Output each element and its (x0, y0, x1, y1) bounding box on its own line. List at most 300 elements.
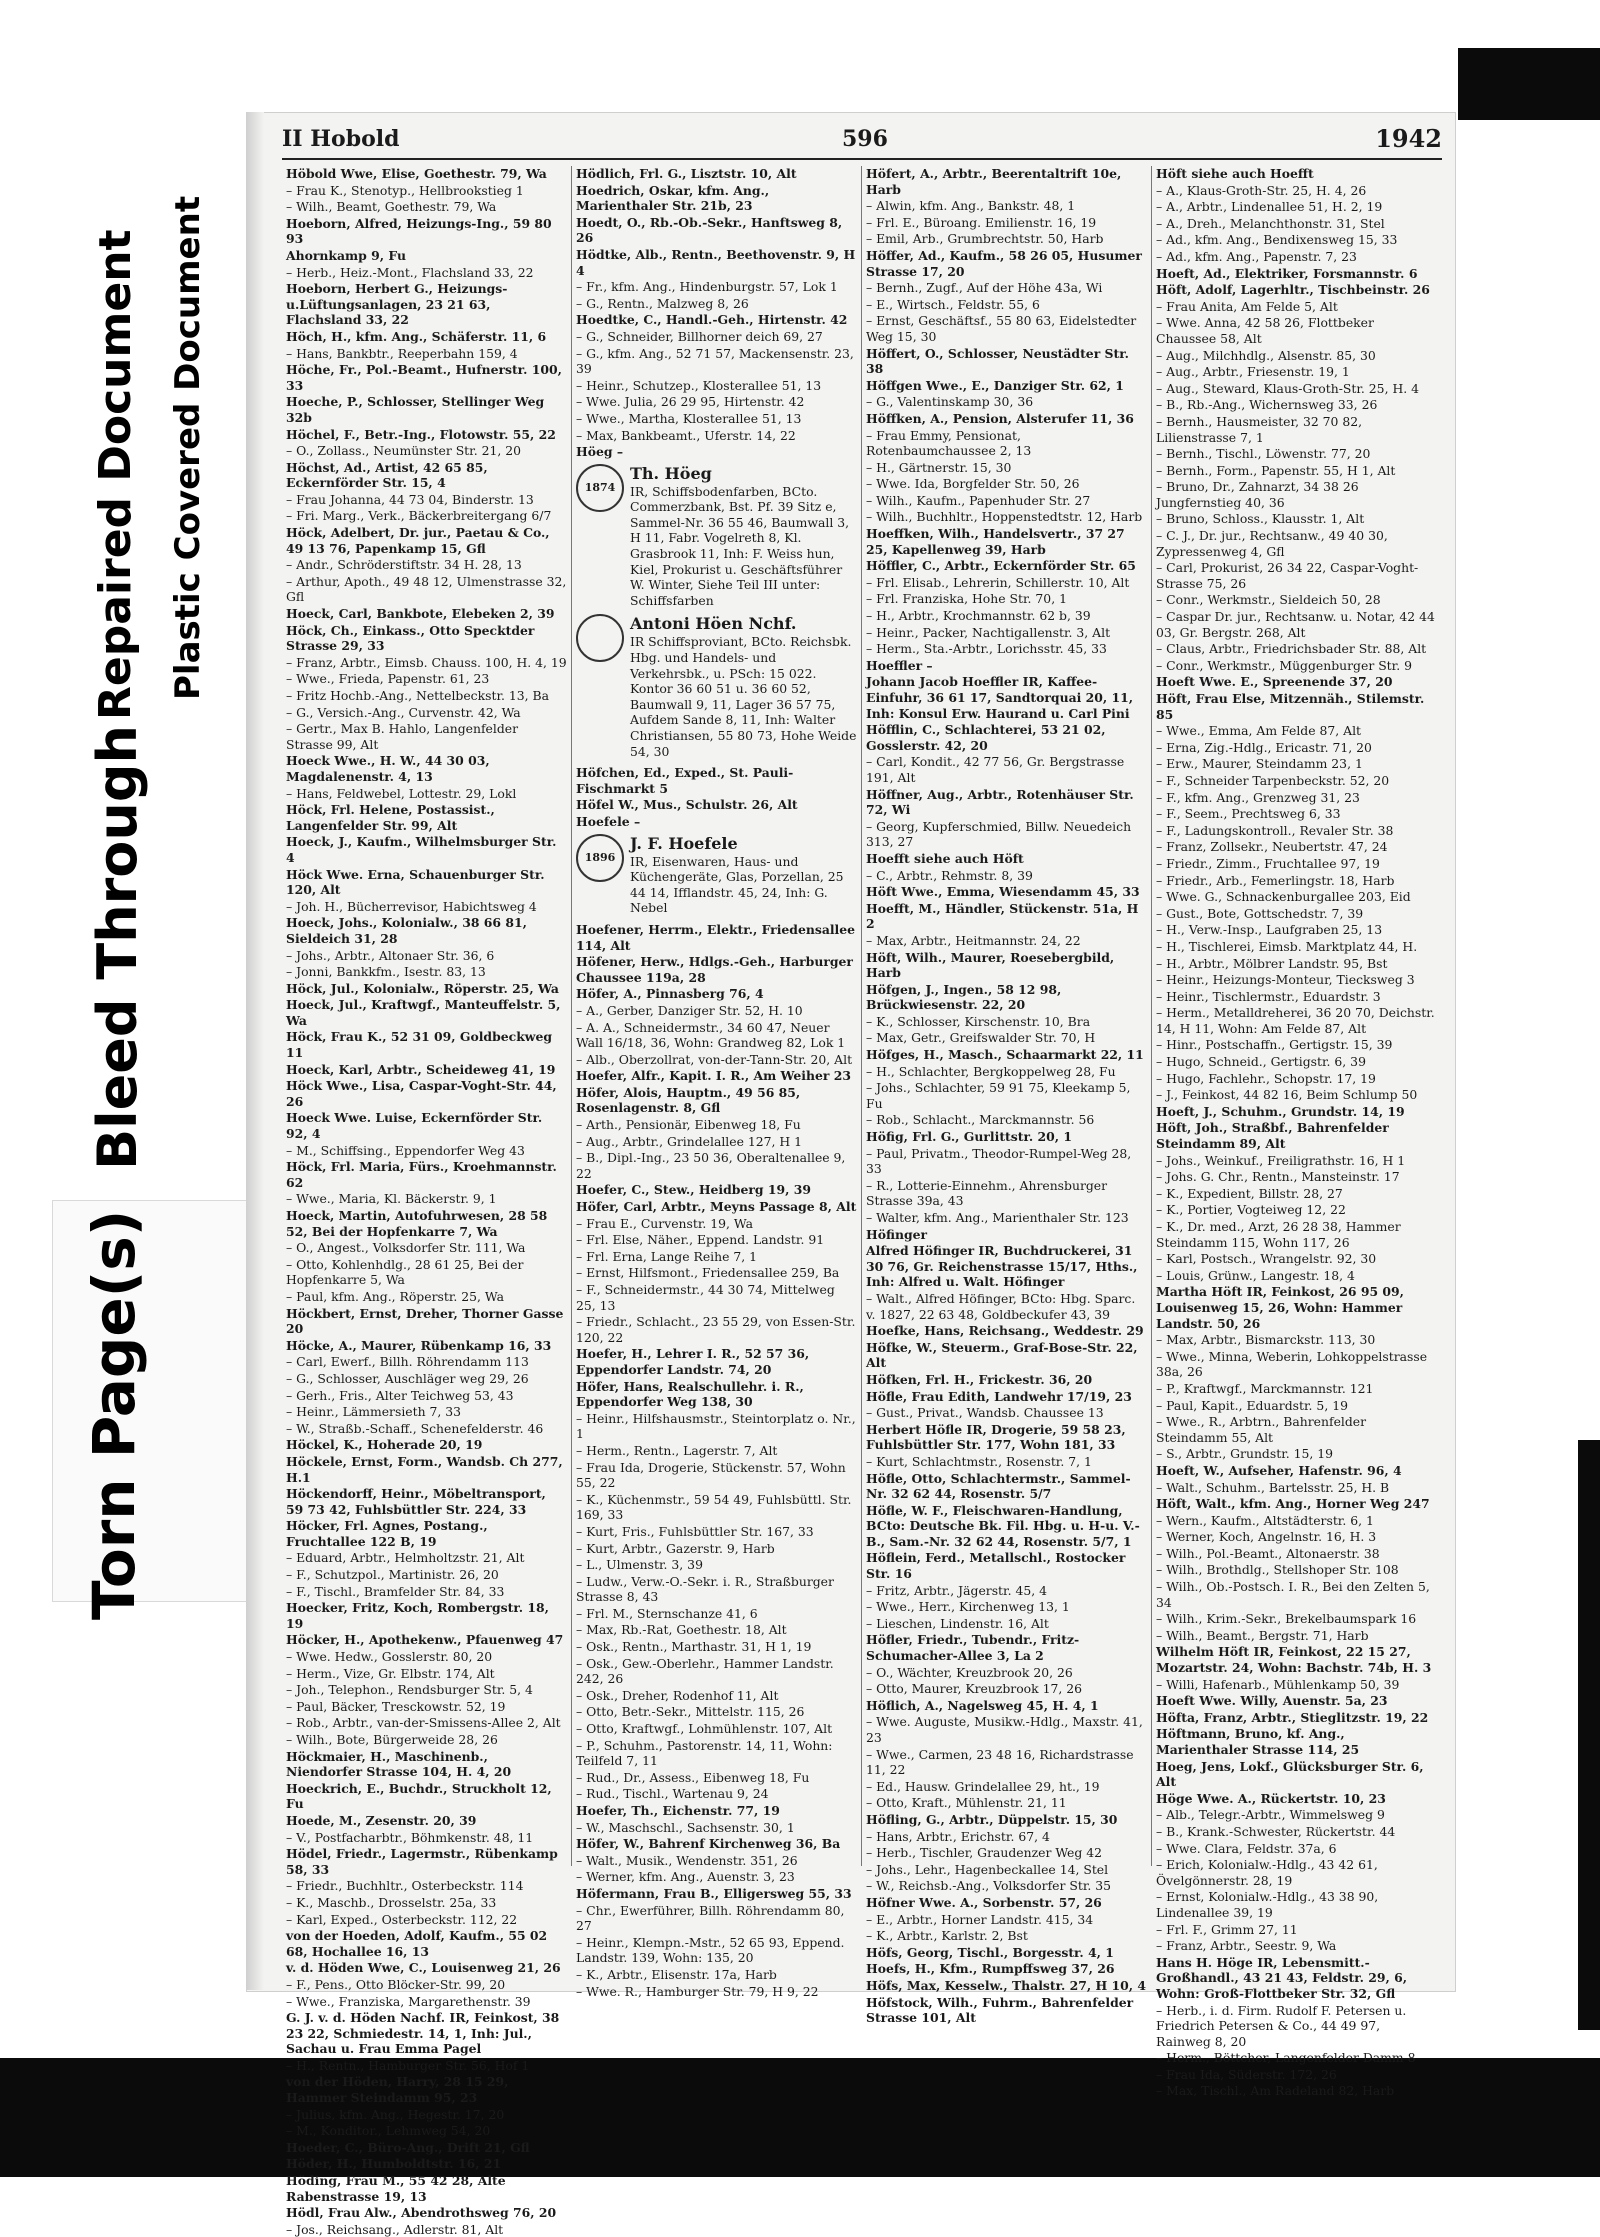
directory-entry: – H., Verw.-Insp., Laufgraben 25, 13 (1156, 922, 1383, 938)
directory-entry: Höffner, Aug., Arbtr., Rotenhäuser Str. 72, Wi (866, 786, 1134, 818)
directory-entry: Hödlich, Frl. G., Lisztstr. 10, Alt (576, 166, 797, 181)
directory-entry: Höfig, Frl. G., Gurlittstr. 20, 1 (866, 1129, 1072, 1145)
directory-entry: Hoeffken, Wilh., Handelsvertr., 37 27 25, Kapellenweg 39, Harb (866, 526, 1125, 557)
directory-entry: Hoedt, O., Rb.-Ob.-Sekr., Hanftsweg 8, 26 (576, 214, 843, 246)
directory-entry: – Frau Ida, Süderstr. 172, 26 (1156, 2066, 1337, 2082)
directory-entry: – Max, Rb.-Rat, Goethestr. 18, Alt (576, 1622, 787, 1638)
directory-entry: Höck, Adelbert, Dr. jur., Paetau & Co., 49 13 76, Papenkamp 15, Gfl (286, 525, 550, 556)
directory-entry: – Carl, Prokurist, 26 34 22, Caspar-Voght-Strasse 75, 26 (1156, 560, 1419, 591)
directory-entry: – L., Ulmenstr. 3, 39 (576, 1557, 703, 1573)
directory-entry: Höfling, G., Arbtr., Düppelstr. 15, 30 (866, 1811, 1118, 1827)
firm-listing (576, 834, 857, 916)
directory-entry: – Johs. G. Chr., Rentn., Mansteinstr. 17 (1156, 1169, 1400, 1185)
directory-entry: – Ernst, Kolonialw.-Hdlg., 43 38 90, Lindenallee 39, 19 (1156, 1889, 1379, 1920)
directory-entry: Hoefer, H., Lehrer I. R., 52 57 36, Eppendorfer Landstr. 74, 20 (576, 1346, 810, 1377)
directory-entry: – Herm., Böttcher, Langenfelder Damm 8 (1156, 2050, 1416, 2066)
directory-entry: – B., Dipl.-Ing., 23 50 36, Oberaltenallee 9, 22 (576, 1150, 846, 1181)
directory-entry: Höfer, A., Pinnasberg 76, 4 (576, 986, 764, 1002)
directory-entry: Hoefener, Herrm., Elektr., Friedensallee 114, Alt (576, 921, 856, 953)
directory-entry: – W., Maschschl., Sachsenstr. 30, 1 (576, 1819, 795, 1835)
directory-entry: – Gust., Privat., Wandsb. Chaussee 13 (866, 1405, 1104, 1421)
directory-entry: – Johs., Schlachter, 59 91 75, Kleekamp 5, Fu (866, 1080, 1131, 1111)
directory-entry: – Franz, Arbtr., Seestr. 9, Wa (1156, 1938, 1337, 1954)
directory-entry: – O., Angest., Volksdorfer Str. 111, Wa (286, 1240, 526, 1256)
directory-entry: – K., Arbtr., Elisenstr. 17a, Harb (576, 1966, 777, 1982)
directory-entry: – Hugo, Schneid., Gertigstr. 6, 39 (1156, 1054, 1366, 1070)
directory-entry: – H., Schlachter, Bergkoppelweg 28, Fu (866, 1063, 1116, 1079)
directory-entry: – Wwe., R., Arbtrn., Bahrenfelder Steindamm 55, Alt (1156, 1414, 1367, 1445)
directory-entry: – Werner, Koch, Angelnstr. 16, H. 3 (1156, 1529, 1377, 1545)
directory-entry: – Ed., Hausw. Grindelallee 29, ht., 19 (866, 1778, 1100, 1794)
directory-entry: – Wern., Kaufm., Altstädterstr. 6, 1 (1156, 1512, 1374, 1528)
directory-entry: Höckel, K., Hoherade 20, 19 (286, 1437, 483, 1453)
directory-entry: – Wilh., Ob.-Postsch. I. R., Bei den Zelten 5, 34 (1156, 1579, 1430, 1610)
directory-entry: – Rob., Schlacht., Marckmannstr. 56 (866, 1112, 1095, 1128)
directory-entry: – Wilh., Krim.-Sekr., Brekelbaumspark 16 (1156, 1611, 1417, 1627)
directory-entry: – Osk., Rentn., Marthastr. 31, H 1, 19 (576, 1639, 812, 1655)
directory-entry: Höfges, H., Masch., Schaarmarkt 22, 11 (866, 1047, 1144, 1063)
directory-entry: – Joh. H., Bücherrevisor, Habichtsweg 4 (286, 898, 537, 914)
directory-entry: – S., Arbtr., Grundstr. 15, 19 (1156, 1446, 1334, 1462)
directory-entry: – Rob., Arbtr., van-der-Smissens-Allee 2, Alt (286, 1715, 561, 1731)
directory-entry: Höffgen Wwe., E., Danziger Str. 62, 1 (866, 377, 1124, 393)
directory-entry: Höfstock, Wilh., Fuhrm., Bahrenfelder Strasse 101, Alt (866, 1994, 1134, 2026)
directory-entry: – K., Küchenmstr., 59 54 49, Fuhlsbüttl. Str. 169, 33 (576, 1491, 852, 1523)
directory-entry: – Erna, Zig.-Hdlg., Ericastr. 71, 20 (1156, 739, 1372, 755)
directory-entry: – Paul, Bäcker, Tresckowstr. 52, 19 (286, 1698, 506, 1714)
directory-entry: – Max, Tischl., Am Radeland 82, Harb (1156, 2083, 1395, 2099)
column-3 (862, 166, 1152, 2026)
directory-entry: – F., kfm. Ang., Grenzweg 31, 23 (1156, 789, 1360, 805)
directory-entry: – Wwe. Auguste, Musikw.-Hdlg., Maxstr. 41, 23 (866, 1714, 1143, 1745)
directory-entry: – Heinr., Lämmersieth 7, 33 (286, 1404, 462, 1420)
directory-entry: – Heinr., Heizungs-Monteur, Tiecksweg 3 (1156, 972, 1415, 988)
directory-entry: – Friedr., Buchhltr., Osterbeckstr. 114 (286, 1878, 524, 1894)
directory-entry: Hoeder, C., Büro-Ang., Drift 21, Gfl (286, 2139, 530, 2155)
directory-entry: – Wwe., Frieda, Papenstr. 61, 23 (286, 671, 490, 687)
directory-entry: – A., Dreh., Melanchthonstr. 31, Stel (1156, 215, 1385, 231)
directory-entry: – Bernh., Tischl., Löwenstr. 77, 20 (1156, 446, 1371, 462)
directory-entry: Hoefer, Alfr., Kapit. I. R., Am Weiher 23 (576, 1068, 851, 1084)
directory-entry: – A., Arbtr., Lindenallee 51, H. 2, 19 (1156, 199, 1383, 215)
directory-entry: – Wwe. R., Hamburger Str. 79, H 9, 22 (576, 1983, 819, 1999)
directory-entry: – Chr., Ewerführer, Billh. Röhrendamm 80, 27 (576, 1902, 845, 1934)
directory-entry: – Wwe., Maria, Kl. Bäckerstr. 9, 1 (286, 1191, 497, 1207)
directory-entry: – Bernh., Hausmeister, 32 70 82, Lilienstrasse 7, 1 (1156, 413, 1363, 445)
directory-entry: – G., kfm. Ang., 52 71 57, Mackensenstr. 23, 39 (576, 345, 854, 377)
directory-entry: Höft, Wilh., Maurer, Roesebergbild, Harb (866, 949, 1115, 981)
directory-entry: – J., Feinkost, 44 82 16, Beim Schlump 50 (1156, 1087, 1418, 1103)
directory-entry: – Max, Arbtr., Heitmannstr. 24, 22 (866, 932, 1081, 948)
directory-entry: – F., Schutzpol., Martinistr. 26, 20 (286, 1567, 499, 1583)
directory-entry: – Carl, Kondit., 42 77 56, Gr. Bergstrasse 191, Alt (866, 754, 1125, 785)
directory-entry: – Heinr., Schutzep., Klosterallee 51, 13 (576, 377, 822, 393)
directory-entry: – Alwin, kfm. Ang., Bankstr. 48, 1 (866, 198, 1076, 214)
directory-entry: Hoedrich, Oskar, kfm. Ang., Marienthaler Str. 21b, 23 (576, 182, 770, 214)
directory-entry: Höck, Frl. Helene, Postassist., Langenfelder Str. 99, Alt (286, 802, 495, 833)
directory-entry: – F., Tischl., Bramfelder Str. 84, 33 (286, 1583, 505, 1599)
directory-entry: – Herm., Vize, Gr. Elbstr. 174, Alt (286, 1665, 495, 1681)
directory-entry: Höfer, Hans, Realschullehr. i. R., Eppendorfer Weg 138, 30 (576, 1378, 804, 1410)
directory-entry: – B., Rb.-Ang., Wichernsweg 33, 26 (1156, 397, 1378, 413)
directory-entry: – Kurt, Schlachtmstr., Rosenstr. 7, 1 (866, 1453, 1092, 1469)
directory-entry: Höftmann, Bruno, kf. Ang., Marienthaler Strasse 114, 25 (1156, 1726, 1360, 1757)
directory-entry: – Wwe. G., Schnackenburgallee 203, Eid (1156, 889, 1411, 905)
directory-entry: – Paul, Kapit., Eduardstr. 5, 19 (1156, 1397, 1348, 1413)
directory-entry: – Rud., Dr., Assess., Eibenweg 18, Fu (576, 1769, 810, 1785)
directory-entry: – A. A., Schneidermstr., 34 60 47, Neuer Wall 16/18, 36, Wohn: Grandweg 82, Lok 1 (576, 1019, 846, 1051)
column-4 (1152, 166, 1442, 2099)
directory-entry: Höfner Wwe. A., Sorbenstr. 57, 26 (866, 1894, 1102, 1910)
directory-entry: Hoeffler – (866, 657, 933, 673)
directory-entry: – Bruno, Schloss., Klausstr. 1, Alt (1156, 511, 1365, 527)
directory-entry: Höcke, A., Maurer, Rübenkamp 16, 33 (286, 1337, 552, 1353)
directory-entry: – Bruno, Dr., Zahnarzt, 34 38 26 Jungfernstieg 40, 36 (1156, 479, 1359, 510)
directory-entry: – F., Schneider Tarpenbeckstr. 52, 20 (1156, 772, 1390, 788)
directory-entry: Höder, H., Humboldtstr. 16, 21 (286, 2156, 502, 2172)
directory-entry: Hoeborn, Herbert G., Heizungs-u.Lüftungsanlagen, 23 21 63, Flachsland 33, 22 (286, 281, 508, 328)
directory-entry: – H., Arbtr., Krochmannstr. 62 b, 39 (866, 608, 1091, 624)
directory-entry: Höfta, Franz, Arbtr., Stieglitzstr. 19, 22 (1156, 1709, 1429, 1725)
directory-entry: Hödtke, Alb., Rentn., Beethovenstr. 9, H 4 (576, 246, 856, 278)
directory-entry: – Otto, Kraft., Mühlenstr. 21, 11 (866, 1795, 1067, 1811)
directory-entry: Hoecker, Fritz, Koch, Rombergstr. 18, 19 (286, 1600, 549, 1631)
directory-entry: – Ernst, Hilfsmont., Friedensallee 259, Ba (576, 1265, 840, 1281)
directory-entry: – K., Schlosser, Kirschenstr. 10, Bra (866, 1013, 1091, 1029)
directory-entry: – Karl, Postsch., Wrangelstr. 92, 30 (1156, 1251, 1377, 1267)
directory-entry: – Herb., Heiz.-Mont., Flachsland 33, 22 (286, 264, 534, 280)
firm-seal-icon: 1896 (576, 834, 624, 882)
directory-entry: Hoeck, Carl, Bankbote, Elebeken 2, 39 (286, 606, 555, 622)
directory-entry: – Max, Arbtr., Bismarckstr. 113, 30 (1156, 1332, 1376, 1348)
directory-entry: – Frau Anita, Am Felde 5, Alt (1156, 298, 1338, 314)
directory-entry: Höck, Ch., Einkass., Otto Specktder Strasse 29, 33 (286, 622, 535, 654)
directory-entry: Hoefft, M., Händler, Stückenstr. 51a, H 2 (866, 900, 1139, 932)
directory-entry: – Wwe. Clara, Feldstr. 37a, 6 (1156, 1840, 1337, 1856)
directory-entry: Höeg – (576, 444, 624, 460)
directory-entry: – Ad., kfm. Ang., Bendixensweg 15, 33 (1156, 232, 1398, 248)
directory-entry: – Osk., Dreher, Rodenhof 11, Alt (576, 1687, 779, 1703)
directory-entry: – Frl. Elisab., Lehrerin, Schillerstr. 10, Alt (866, 574, 1130, 590)
label-plastic-covered-document: Plastic Covered Document (168, 195, 208, 700)
directory-entry: – F., Ladungskontroll., Revaler Str. 38 (1156, 822, 1394, 838)
directory-entry: Höckbert, Ernst, Dreher, Thorner Gasse 20 (286, 1305, 564, 1337)
directory-entry: – F., Seem., Prechtsweg 6, 33 (1156, 806, 1341, 822)
firm-listing (576, 464, 857, 609)
firm-seal-icon (576, 614, 624, 662)
directory-entry: Höfermann, Frau B., Elligersweg 55, 33 (576, 1885, 852, 1901)
directory-entry: – Georg, Kupferschmied, Billw. Neuedeich 313, 27 (866, 818, 1132, 850)
directory-entry: – Alb., Telegr.-Arbtr., Wimmelsweg 9 (1156, 1807, 1385, 1823)
directory-entry: – Gerh., Fris., Alter Teichweg 53, 43 (286, 1387, 514, 1403)
directory-entry: Hoefke, Hans, Reichsang., Weddestr. 29 (866, 1323, 1144, 1339)
directory-entry: – Heinr., Tischlermstr., Eduardstr. 3 (1156, 988, 1381, 1004)
firm-name: Th. Höeg (630, 463, 712, 483)
directory-entry: – Wwe. Hedw., Gosslerstr. 80, 20 (286, 1649, 493, 1665)
directory-entry: – R., Lotterie-Einnehm., Ahrensburger Strasse 39a, 43 (866, 1177, 1108, 1209)
directory-entry: – Otto, Kraftwgf., Lohmühlenstr. 107, Alt (576, 1721, 833, 1737)
directory-entry: Höffert, O., Schlosser, Neustädter Str. 38 (866, 345, 1129, 377)
directory-entry: – Wilh., Beamt, Goethestr. 79, Wa (286, 199, 497, 215)
directory-entry: – Louis, Grünw., Langestr. 18, 4 (1156, 1267, 1355, 1283)
directory-entry: – H., Arbtr., Mölbrer Landstr. 95, Bst (1156, 955, 1388, 971)
directory-entry: – Wwe., Franziska, Margarethenstr. 39 (286, 1993, 531, 2009)
label-bleed-through: Bleed Through (86, 725, 149, 1170)
directory-entry: Höfer, Alois, Hauptm., 49 56 85, Rosenlagenstr. 8, Gfl (576, 1084, 801, 1116)
directory-entry: Hoefer, Th., Eichenstr. 77, 19 (576, 1803, 780, 1818)
directory-entry: – Wwe., Carmen, 23 48 16, Richardstrasse 11, 22 (866, 1746, 1134, 1778)
directory-entry: – Wwe. Julia, 26 29 95, Hirtenstr. 42 (576, 394, 805, 410)
directory-entry: – Herb., i. d. Firm. Rudolf F. Petersen u. Friedrich Petersen & Co., 44 49 97, Rainweg 8, 20 (1156, 2002, 1407, 2049)
directory-entry: Johann Jacob Hoeffler IR, Kaffee-Einfuhr, 36 61 17, Sandtorquai 20, 11, Inh: Konsul Erw. Haurand u. Carl Pini (866, 674, 1134, 721)
directory-entry: – Frl. Franziska, Hohe Str. 70, 1 (866, 591, 1067, 607)
label-torn-pages: Torn Page(s) (80, 1209, 148, 1620)
directory-entry: – Aug., Arbtr., Grindelallee 127, H 1 (576, 1133, 803, 1149)
directory-entry: – Wwe., Emma, Am Felde 87, Alt (1156, 723, 1362, 739)
directory-entry: – C., Arbtr., Rehmstr. 8, 39 (866, 867, 1033, 883)
directory-entry: – Frl. Else, Näher., Eppend. Landstr. 91 (576, 1232, 825, 1248)
directory-entry: Höfken, Frl. H., Frickestr. 36, 20 (866, 1371, 1093, 1387)
directory-entry: – Frau Ida, Drogerie, Stückenstr. 57, Wohn 55, 22 (576, 1459, 846, 1491)
directory-entry: – Frau Johanna, 44 73 04, Binderstr. 13 (286, 491, 534, 507)
directory-entry: – Hugo, Fachlehr., Schopstr. 17, 19 (1156, 1070, 1376, 1086)
directory-entry: Höckendorff, Heinr., Möbeltransport, 59 73 42, Fuhlsbüttler Str. 224, 33 (286, 1486, 546, 1517)
directory-entry: – Wilh., Kaufm., Papenhuder Str. 27 (866, 492, 1091, 508)
directory-entry: – Frl. Erna, Lange Reihe 7, 1 (576, 1248, 758, 1264)
directory-entry: G. J. v. d. Höden Nachf. IR, Feinkost, 38 23 22, Schmiedestr. 14, 1, Inh: Jul., Sachau u. Frau Emma Pagel (286, 2010, 560, 2057)
directory-entry: Hoeg, Jens, Lokf., Glücksburger Str. 6, Alt (1156, 1758, 1424, 1790)
firm-seal-icon: 1874 (576, 464, 624, 512)
directory-entry: – Fr., kfm. Ang., Hindenburgstr. 57, Lok 1 (576, 279, 838, 295)
directory-entry: – Heinr., Klempn.-Mstr., 52 65 93, Eppend. Landstr. 139, Wohn: 135, 20 (576, 1934, 845, 1966)
directory-entry: – Wwe., Herr., Kirchenweg 13, 1 (866, 1599, 1070, 1615)
directory-entry: – M., Schiffsing., Eppendorfer Weg 43 (286, 1142, 525, 1158)
directory-entry: Hans H. Höge IR, Lebensmitt.-Großhandl., 43 21 43, Feldstr. 29, 6, Wohn: Groß-Flottbeker Str. 32, Gfl (1156, 1954, 1408, 2001)
directory-entry: – Johs., Weinkuf., Freiligrathstr. 16, H 1 (1156, 1152, 1406, 1168)
directory-entry: – Arthur, Apoth., 49 48 12, Ulmenstrasse 32, Gfl (286, 573, 567, 605)
directory-entry: – E., Wirtsch., Feldstr. 55, 6 (866, 296, 1040, 312)
directory-entry: – G., Schneider, Billhorner deich 69, 27 (576, 328, 823, 344)
directory-entry: – A., Klaus-Groth-Str. 25, H. 4, 26 (1156, 182, 1367, 198)
directory-entry: Hoede, M., Zesenstr. 20, 39 (286, 1812, 477, 1828)
firm-details: IR, Schiffsbodenfarben, BCto. Commerzbank, Bst. Pf. 39 Sitz e, Sammel-Nr. 36 55 46, Baumwall 3, H 11, Fabr. Vogelreth 8, Kl. Grasbrook 11, Inh: F. Weiss hun, Kiel, Prokurist u. Geschäftsführer W. Winter, Siehe Teil III unter: Schiffsfarben (630, 483, 850, 608)
directory-entry: – Caspar Dr. jur., Rechtsanw. u. Notar, 42 44 03, Gr. Bergstr. 268, Alt (1156, 609, 1435, 640)
directory-entry: – Frau Emmy, Pensionat, Rotenbaumchaussee 2, 13 (866, 427, 1032, 459)
directory-entry: Hoeft, W., Aufseher, Hafenstr. 96, 4 (1156, 1462, 1402, 1478)
directory-entry: – Johs., Arbtr., Altonaer Str. 36, 6 (286, 947, 495, 963)
directory-entry: – Karl, Exped., Osterbeckstr. 112, 22 (286, 1911, 518, 1927)
directory-entry: Höfle, W. F., Fleischwaren-Handlung, BCto: Deutsche Bk. Fil. Hbg. u. H-u. V.-B., Sam.-Nr. 32 62 44, Rosenstr. 5/7, 1 (866, 1502, 1140, 1549)
directory-entry: – Aug., Arbtr., Friesenstr. 19, 1 (1156, 364, 1350, 380)
directory-entry: Hoeck, Martin, Autofuhrwesen, 28 58 52, Bei der Hopfenkarre 7, Wa (286, 1208, 548, 1239)
directory-entry: Hoeck, Johs., Kolonialw., 38 66 81, Sieldeich 31, 28 (286, 915, 527, 946)
directory-entry: – Ernst, Geschäftsf., 55 80 63, Eidelstedter Weg 15, 30 (866, 313, 1137, 344)
directory-entry: Höft Wwe., Emma, Wiesendamm 45, 33 (866, 884, 1140, 900)
directory-entry: – Wilh., Buchhltr., Hoppenstedtstr. 12, Harb (866, 509, 1143, 525)
directory-entry: – W., Reichsb.-Ang., Volksdorfer Str. 35 (866, 1878, 1112, 1894)
directory-entry: Höge Wwe. A., Rückertstr. 10, 23 (1156, 1790, 1386, 1806)
directory-entry: Hödel, Friedr., Lagermstr., Rübenkamp 58, 33 (286, 1846, 558, 1877)
directory-entry: Hoeft, J., Schuhm., Grundstr. 14, 19 (1156, 1103, 1405, 1119)
directory-entry: – Aug., Milchhdlg., Alsenstr. 85, 30 (1156, 347, 1376, 363)
page-number: 596 (842, 126, 888, 152)
directory-entry: Hoefele – (576, 813, 641, 829)
directory-entry: – Conr., Werkmstr., Müggenburger Str. 9 (1156, 657, 1412, 673)
condition-labels (0, 195, 230, 1620)
directory-entry: – O., Wächter, Kreuzbrook 20, 26 (866, 1664, 1073, 1680)
directory-entry: – Willi, Hafenarb., Mühlenkamp 50, 39 (1156, 1676, 1400, 1692)
directory-entry: – Fritz, Arbtr., Jägerstr. 45, 4 (866, 1582, 1048, 1598)
directory-entry: – Aug., Steward, Klaus-Groth-Str. 25, H. 4 (1156, 380, 1420, 396)
directory-entry: – Rud., Tischl., Wartenau 9, 24 (576, 1786, 769, 1802)
directory-entry: Hoeft Wwe. Willy, Auenstr. 5a, 23 (1156, 1693, 1388, 1709)
directory-entry: – Heinr., Packer, Nachtigallenstr. 3, Alt (866, 624, 1111, 640)
directory-entry: Höck Wwe. Erna, Schauenburger Str. 120, Alt (286, 866, 545, 898)
directory-entry: – Wilh., Brothdlg., Stellshoper Str. 108 (1156, 1562, 1399, 1578)
directory-entry: Höck Wwe., Lisa, Caspar-Voght-Str. 44, 26 (286, 1078, 557, 1109)
firm-details: IR, Eisenwaren, Haus- und Küchengeräte, Glas, Porzellan, 25 44 14, Ifflandstr. 45, 24, Inh: G. Nebel (630, 853, 844, 916)
directory-entry: – Wwe., Minna, Weberin, Lohkoppelstrasse 38a, 26 (1156, 1348, 1428, 1380)
directory-entry: Höchel, F., Betr.-Ing., Flotowstr. 55, 22 (286, 426, 556, 442)
directory-entry: – Julius, kfm. Ang., Hegestr. 17, 20 (286, 2106, 505, 2122)
directory-entry: – G., Valentinskamp 30, 36 (866, 394, 1034, 410)
directory-entry: – G., Versich.-Ang., Curvenstr. 42, Wa (286, 704, 521, 720)
directory-entry: Höfle, Otto, Schlachtermstr., Sammel-Nr. 32 62 44, Rosenstr. 5/7 (866, 1470, 1131, 1502)
directory-entry: – Friedr., Zimm., Fruchtallee 97, 19 (1156, 855, 1380, 871)
directory-entry: – Erich, Kolonialw.-Hdlg., 43 42 61, Övelgönnerstr. 28, 19 (1156, 1857, 1378, 1888)
directory-entry: – Wwe. Ida, Borgfelder Str. 50, 26 (866, 476, 1080, 492)
directory-entry: – Wilh., Bote, Bürgerweide 28, 26 (286, 1732, 498, 1747)
directory-entry: Hoeckrich, E., Buchdr., Struckholt 12, Fu (286, 1780, 552, 1812)
directory-entry: – K., Dr. med., Arzt, 26 28 38, Hammer Steindamm 115, Wohn 117, 26 (1156, 1219, 1401, 1250)
directory-entry: Höcker, H., Apothekenw., Pfauenweg 47 (286, 1632, 564, 1648)
directory-entry: – Otto, Maurer, Kreuzbrook 17, 26 (866, 1681, 1082, 1697)
directory-entry: Martha Höft IR, Feinkost, 26 95 09, Louisenweg 15, 26, Wohn: Hammer Landstr. 50, 26 (1156, 1284, 1404, 1331)
directory-entry: Höft siehe auch Hoefft (1156, 166, 1314, 181)
directory-entry: – Alb., Oberzollrat, von-der-Tann-Str. 20, Alt (576, 1051, 853, 1067)
directory-entry: – G., Rentn., Malzweg 8, 26 (576, 295, 749, 311)
directory-entry: Höfle, Frau Edith, Landwehr 17/19, 23 (866, 1388, 1132, 1404)
directory-entry: – Claus, Arbtr., Friedrichsbader Str. 88, Alt (1156, 641, 1427, 657)
directory-entry: – Wilh., Pol.-Beamt., Altonaerstr. 38 (1156, 1545, 1380, 1561)
directory-entry: Herbert Höfle IR, Drogerie, 59 58 23, Fuhlsbüttler Str. 177, Wohn 181, 33 (866, 1421, 1126, 1453)
directory-entry: Hoeck Wwe., H. W., 44 30 03, Magdalenenstr. 4, 13 (286, 753, 490, 784)
directory-entry: Höflein, Ferd., Metallschl., Rostocker Str. 16 (866, 1550, 1126, 1582)
directory-entry: v. d. Höden Wwe, C., Louisenweg 21, 26 (286, 1960, 561, 1976)
directory-entry: – Heinr., Hilfshausmstr., Steintorplatz o. Nr., 1 (576, 1410, 856, 1442)
directory-entry: Hödl, Frau Alw., Abendrothsweg 76, 20 (286, 2205, 557, 2221)
directory-entry: – Hans, Bankbtr., Reeperbahn 159, 4 (286, 345, 518, 361)
directory-entry: – Hinr., Postschaffn., Gertigstr. 15, 39 (1156, 1037, 1393, 1053)
directory-entry: – Friedr., Schlacht., 23 55 29, von Essen-Str. 120, 22 (576, 1314, 856, 1345)
directory-entry: Höflich, A., Nagelsweg 45, H. 4, 1 (866, 1697, 1099, 1713)
directory-entry: Höck, Jul., Kolonialw., Röperstr. 25, Wa (286, 980, 559, 996)
directory-entry: – K., Arbtr., Karlstr. 2, Bst (866, 1928, 1028, 1944)
directory-entry: Höcker, Frl. Agnes, Postang., Fruchtallee 122 B, 19 (286, 1518, 488, 1549)
directory-entry: – Jos., Reichsang., Adlerstr. 81, Alt (286, 2221, 504, 2237)
directory-entry: – Gertr., Max B. Hahlo, Langenfelder Strasse 99, Alt (286, 721, 519, 752)
directory-entry: – Herm., Rentn., Lagerstr. 7, Alt (576, 1442, 778, 1458)
directory-entry: – Arth., Pensionär, Eibenweg 18, Fu (576, 1117, 801, 1133)
directory-entry: Höbold Wwe, Elise, Goethestr. 79, Wa (286, 166, 547, 181)
directory-entry: – Otto, Kohlenhdlg., 28 61 25, Bei der Hopfenkarre 5, Wa (286, 1256, 524, 1288)
directory-entry: Hoefer, C., Stew., Heidberg 19, 39 (576, 1182, 811, 1198)
directory-entry: Hoeck, Jul., Kraftwgf., Manteuffelstr. 5, Wa (286, 997, 561, 1028)
directory-entry: Höfert, A., Arbtr., Beerentaltrift 10e, Harb (866, 166, 1122, 197)
directory-entry: – Osk., Gew.-Oberlehr., Hammer Landstr. 242, 26 (576, 1655, 834, 1687)
directory-entry: – K., Maschb., Drosselstr. 25a, 33 (286, 1894, 497, 1910)
directory-entry: Hoeborn, Alfred, Heizungs-Ing., 59 80 93 (286, 215, 552, 247)
directory-entry: – Frl. M., Sternschanze 41, 6 (576, 1605, 758, 1621)
directory-entry: – Ludw., Verw.-O.-Sekr. i. R., Straßburger Strasse 8, 43 (576, 1573, 834, 1605)
directory-columns (282, 166, 1442, 2237)
directory-entry: – Frl. F., Grimm 27, 11 (1156, 1921, 1298, 1937)
directory-entry: – P., Schuhm., Pastorenstr. 14, 11, Wohn: Teilfeld 7, 11 (576, 1737, 833, 1769)
directory-entry: – V., Postfacharbtr., Böhmkenstr. 48, 11 (286, 1829, 534, 1845)
directory-entry: – Conr., Werkmstr., Sieldeich 50, 28 (1156, 592, 1381, 608)
directory-entry: – Paul, kfm. Ang., Röperstr. 25, Wa (286, 1288, 504, 1304)
directory-entry: – Otto, Betr.-Sekr., Mittelstr. 115, 26 (576, 1704, 805, 1720)
directory-entry: – Frau K., Stenotyp., Hellbrookstieg 1 (286, 182, 524, 198)
directory-entry: Höfler, Friedr., Tubendr., Fritz-Schumacher-Allee 3, La 2 (866, 1632, 1080, 1664)
directory-entry: – Walt., Alfred Höfinger, BCto: Hbg. Sparc. v. 1827, 22 63 48, Goldbeckufer 43, 39 (866, 1290, 1136, 1322)
directory-entry: Höft, Adolf, Lagerhltr., Tischbeinstr. 26 (1156, 282, 1430, 298)
directory-entry: Höck, Frl. Maria, Fürs., Kroehmannstr. 62 (286, 1159, 557, 1190)
directory-entry: – Bernh., Zugf., Auf der Höhe 43a, Wi (866, 280, 1103, 296)
directory-entry: Höfel W., Mus., Schulstr. 26, Alt (576, 797, 798, 813)
directory-entry: – H., Gärtnerstr. 15, 30 (866, 459, 1012, 475)
firm-name: J. F. Hoefele (630, 833, 738, 853)
directory-entry: – Joh., Telephon., Rendsburger Str. 5, 4 (286, 1682, 533, 1698)
directory-entry: – Wilh., Beamt., Bergstr. 71, Harb (1156, 1627, 1369, 1643)
directory-entry: Höchst, Ad., Artist, 42 65 85, Eckernförder Str. 15, 4 (286, 459, 488, 491)
directory-entry: Höche, Fr., Pol.-Beamt., Hufnerstr. 100, 33 (286, 362, 562, 393)
directory-entry: – Fri. Marg., Verk., Bäckerbreitergang 6/7 (286, 508, 552, 524)
directory-entry: Höft, Frau Else, Mitzennäh., Stilemstr. 85 (1156, 691, 1425, 722)
directory-entry: – Walt., Schuhm., Bartelsstr. 25, H. B (1156, 1479, 1390, 1495)
directory-entry: – Hans, Arbtr., Erichstr. 67, 4 (866, 1828, 1050, 1844)
directory-entry: Höffer, Ad., Kaufm., 58 26 05, Husumer Strasse 17, 20 (866, 247, 1142, 279)
directory-entry: von der Höden, Harry, 28 15 29, Hammer Steindamm 95, 23 (286, 2074, 509, 2106)
label-repaired-document: Repaired Document (90, 229, 141, 720)
directory-entry: Höck, Frau K., 52 31 09, Goldbeckweg 11 (286, 1029, 552, 1061)
directory-entry: – Emil, Arb., Grumbrechtstr. 50, Harb (866, 231, 1104, 247)
directory-entry: – K., Portier, Vogteiweg 12, 22 (1156, 1202, 1346, 1218)
directory-entry: Hoeche, P., Schlosser, Stellinger Weg 32b (286, 394, 545, 425)
directory-entry: Höckele, Ernst, Form., Wandsb. Ch 277, H.1 (286, 1453, 563, 1485)
directory-entry: – A., Gerber, Danziger Str. 52, H. 10 (576, 1002, 803, 1018)
directory-entry: Wilhelm Höft IR, Feinkost, 22 15 27, Mozartstr. 24, Wohn: Bachstr. 74b, H. 3 (1156, 1644, 1432, 1676)
directory-entry: – P., Kraftwgf., Marckmannstr. 121 (1156, 1380, 1374, 1396)
directory-entry: – Walter, kfm. Ang., Marienthaler Str. 123 (866, 1210, 1129, 1225)
directory-entry: – Carl, Ewerf., Billh. Röhrendamm 113 (286, 1354, 529, 1370)
directory-entry: – H., Rentn., Hamburger Str. 56, Hof 1 (286, 2057, 530, 2073)
directory-entry: Alfred Höfinger IR, Buchdruckerei, 31 30 76, Gr. Reichenstrasse 15/17, Hths., Inh: Alfred u. Walt. Höfinger (866, 1243, 1138, 1290)
directory-entry: – Johs., Lehr., Hagenbeckallee 14, Stel (866, 1861, 1109, 1877)
directory-entry: – Friedr., Arb., Femerlingstr. 18, Harb (1156, 872, 1395, 888)
directory-entry: – Herm., Metalldreherei, 36 20 70, Deichstr. 14, H 11, Wohn: Am Felde 87, Alt (1156, 1005, 1435, 1036)
directory-entry: Höft, Joh., Straßbf., Bahrenfelder Steindamm 89, Alt (1156, 1120, 1389, 1152)
directory-entry: – Frau E., Curvenstr. 19, Wa (576, 1215, 753, 1231)
year: 1942 (1375, 124, 1442, 153)
column-2 (572, 166, 862, 1999)
directory-entry: Ahornkamp 9, Fu (286, 247, 406, 263)
page-header (282, 122, 1442, 160)
directory-entry: – C. J., Dr. jur., Rechtsanw., 49 40 30, Zypressenweg 4, Gfl (1156, 528, 1388, 559)
directory-entry: – Andr., Schröderstiftstr. 34 H. 28, 13 (286, 557, 522, 573)
directory-entry: Hoeck Wwe. Luise, Eckernförder Str. 92, 4 (286, 1110, 543, 1142)
directory-entry: – Ad., kfm. Ang., Papenstr. 7, 23 (1156, 248, 1357, 264)
